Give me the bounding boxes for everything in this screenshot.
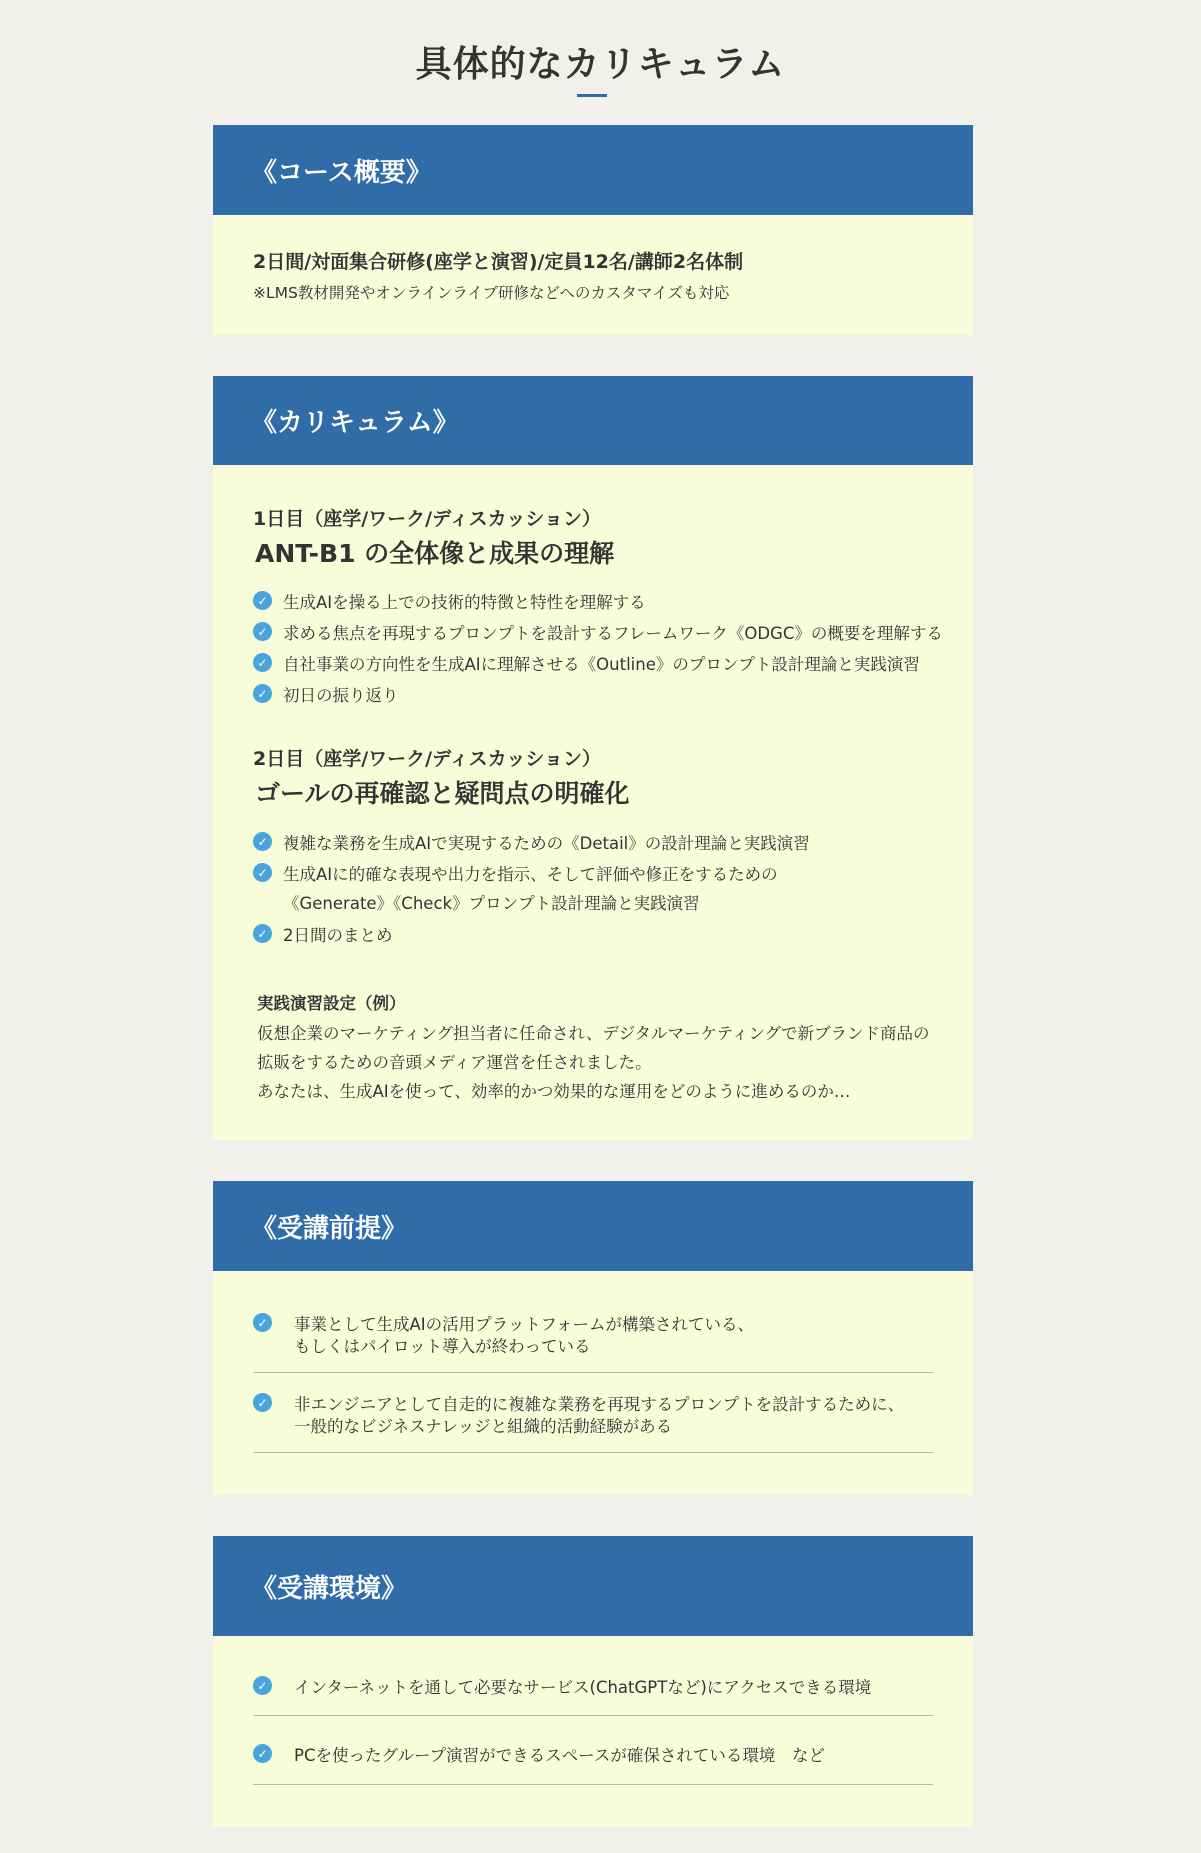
overview-card <box>213 125 973 335</box>
prereq-item-2-line-2: 一般的なビジネスナレッジと組織的活動経験がある <box>294 1417 673 1436</box>
env-item-2: PCを使ったグループ演習ができるスペースが確保されている環境 など <box>294 1746 825 1765</box>
exercise-title: 実践演習設定（例） <box>257 994 406 1013</box>
curriculum-heading: 《カリキュラム》 <box>213 376 973 465</box>
day2-item-2-continued: 《Generate》《Check》プロンプト設計理論と実践演習 <box>283 894 700 913</box>
overview-heading: 《コース概要》 <box>213 125 973 215</box>
prereq-card <box>213 1181 973 1495</box>
prereq-heading: 《受講前提》 <box>213 1181 973 1271</box>
exercise-line-2: 拡販をするための音頭メディア運営を任されました。 <box>257 1053 652 1072</box>
check-circle-icon: ✓ <box>253 1393 272 1412</box>
check-circle-icon: ✓ <box>253 653 272 672</box>
overview-note-text: ※LMS教材開発やオンラインライブ研修などへのカスタマイズも対応 <box>253 284 730 302</box>
env-heading: 《受講環境》 <box>213 1536 973 1636</box>
check-circle-icon: ✓ <box>253 1313 272 1332</box>
prereq-item-2-line-1: 非エンジニアとして自走的に複雑な業務を再現するプロンプトを設計するために、 <box>294 1395 905 1414</box>
check-circle-icon: ✓ <box>253 622 272 641</box>
check-circle-icon: ✓ <box>253 1676 272 1695</box>
exercise-line-3: あなたは、生成AIを使って、効率的かつ効果的な運用をどのように進めるのか… <box>257 1082 851 1101</box>
page-title: 具体的なカリキュラム <box>415 44 786 85</box>
check-circle-icon: ✓ <box>253 863 272 882</box>
day1-title: ANT-B1 の全体像と成果の理解 <box>255 539 615 568</box>
prereq-item-1-line-1: 事業として生成AIの活用プラットフォームが構築されている、 <box>294 1315 755 1334</box>
day1-item-1: 生成AIを操る上での技術的特徴と特性を理解する <box>283 593 646 612</box>
check-circle-icon: ✓ <box>253 1744 272 1763</box>
check-circle-icon: ✓ <box>253 924 272 943</box>
day1-item-2: 求める焦点を再現するプロンプトを設計するフレームワーク《ODGC》の概要を理解する <box>283 624 943 643</box>
exercise-line-1: 仮想企業のマーケティング担当者に任命され、デジタルマーケティングで新ブランド商品の <box>257 1024 930 1043</box>
day1-label: 1日目（座学/ワーク/ディスカッション） <box>253 508 602 530</box>
env-card <box>213 1536 973 1827</box>
check-circle-icon: ✓ <box>253 832 272 851</box>
day1-item-3: 自社事業の方向性を生成AIに理解させる《Outline》のプロンプト設計理論と実践演習 <box>283 655 920 674</box>
check-circle-icon: ✓ <box>253 684 272 703</box>
env-item-1: インターネットを通して必要なサービス(ChatGPTなど)にアクセスできる環境 <box>294 1678 872 1697</box>
day2-item-1: 複雑な業務を生成AIで実現するための《Detail》の設計理論と実践演習 <box>283 834 810 853</box>
divider <box>253 1715 933 1716</box>
overview-main-text: 2日間/対面集合研修(座学と演習)/定員12名/講師2名体制 <box>253 251 744 273</box>
day2-title: ゴールの再確認と疑問点の明確化 <box>255 779 630 808</box>
title-underline <box>577 94 607 97</box>
day2-item-2: 生成AIに的確な表現や出力を指示、そして評価や修正をするための <box>283 865 778 884</box>
prereq-item-1-line-2: もしくはパイロット導入が終わっている <box>294 1337 591 1356</box>
curriculum-card <box>213 376 973 1140</box>
day1-item-4: 初日の振り返り <box>283 686 399 705</box>
day2-item-3: 2日間のまとめ <box>283 926 393 945</box>
divider <box>253 1372 933 1373</box>
day2-label: 2日目（座学/ワーク/ディスカッション） <box>253 748 602 770</box>
divider <box>253 1452 933 1453</box>
divider <box>253 1784 933 1785</box>
check-circle-icon: ✓ <box>253 591 272 610</box>
